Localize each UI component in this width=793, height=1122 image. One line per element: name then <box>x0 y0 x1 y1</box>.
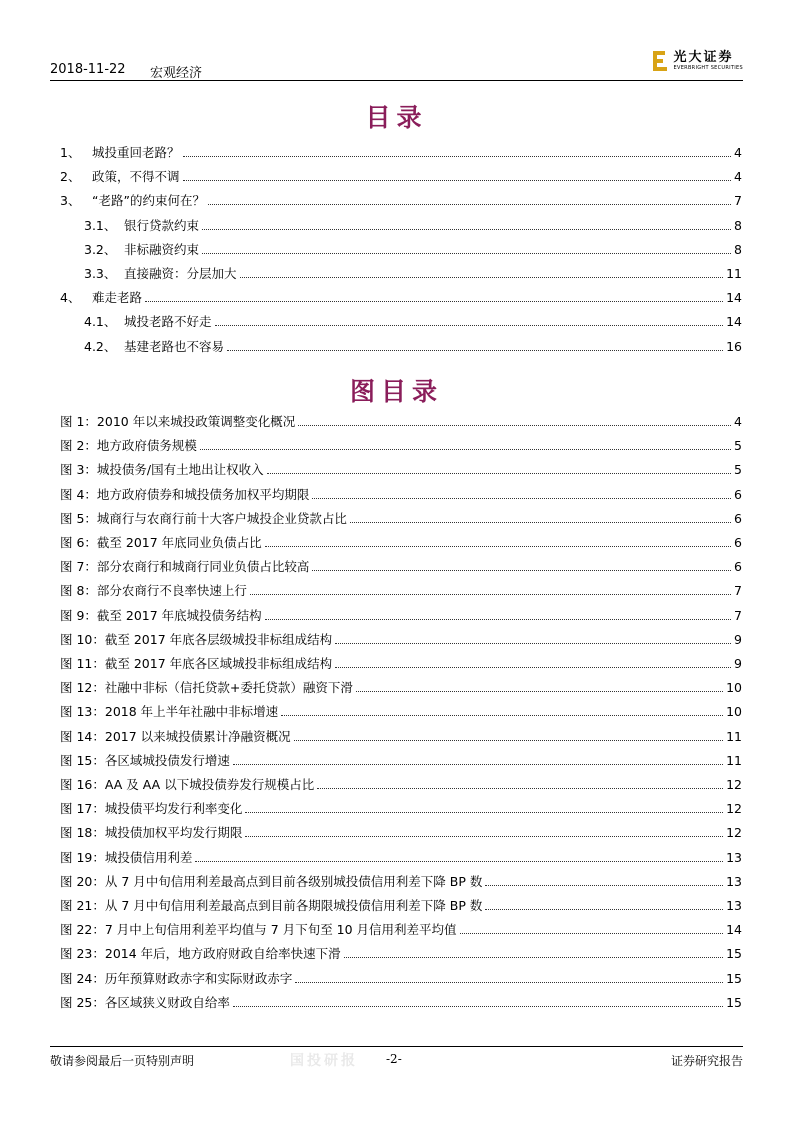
toc-entry-label: 非标融资约束 <box>124 241 200 257</box>
figure-entry-page: 15 <box>726 946 742 962</box>
figure-entry[interactable] <box>60 628 742 648</box>
figure-entry-label: 图 16：AA 及 AA 以下城投债券发行规模占比 <box>60 777 315 792</box>
figure-entry[interactable] <box>60 700 742 720</box>
figure-entry-page: 15 <box>726 994 742 1010</box>
footer-rule <box>50 1046 743 1047</box>
figure-entry[interactable] <box>60 652 742 672</box>
figure-leader-dots <box>245 835 723 837</box>
figure-entry-page: 7 <box>734 607 742 623</box>
figure-entry-page: 6 <box>734 559 742 575</box>
toc-entry-number: 4.1、 <box>84 314 117 330</box>
figure-leader-dots <box>344 956 723 958</box>
logo-text-en: EVERBRIGHT SECURITIES <box>673 64 743 71</box>
figure-entry[interactable] <box>60 797 742 817</box>
figure-entry[interactable] <box>60 410 742 430</box>
toc-entry[interactable] <box>60 165 742 185</box>
header-category: 宏观经济 <box>150 66 203 81</box>
figure-entry[interactable] <box>60 555 742 575</box>
footer-disclaimer: 敬请参阅最后一页特别声明 <box>50 1054 195 1068</box>
figure-leader-dots <box>233 1005 723 1007</box>
toc-entry-label: 银行贷款约束 <box>124 217 200 233</box>
figure-entry[interactable] <box>60 483 742 503</box>
figure-entry[interactable] <box>60 967 742 987</box>
figure-leader-dots <box>295 981 723 983</box>
toc-entry-label: 城投老路不好走 <box>124 314 212 330</box>
figure-leader-dots <box>265 618 731 620</box>
figure-entry-page: 6 <box>734 510 742 526</box>
header-rule <box>50 80 743 81</box>
figure-entry[interactable] <box>60 894 742 914</box>
toc-entry[interactable] <box>60 141 742 161</box>
figure-leader-dots <box>335 642 731 644</box>
figure-entry-page: 15 <box>726 970 742 986</box>
toc-entry-page: 4 <box>734 169 742 185</box>
toc-entry[interactable] <box>60 286 742 306</box>
figure-entry-page: 12 <box>726 777 742 792</box>
figure-leader-dots <box>294 739 723 741</box>
figure-leader-dots <box>267 472 731 474</box>
figure-entry-label: 图 9：截至 2017 年底城投债务结构 <box>60 607 262 623</box>
toc-entry-page: 8 <box>734 241 742 257</box>
figure-entry-label: 图 2：地方政府债务规模 <box>60 438 197 454</box>
figure-entry-page: 9 <box>734 631 742 647</box>
toc-leader-dots <box>202 228 731 230</box>
toc-entry[interactable] <box>84 238 742 258</box>
toc-entry[interactable] <box>84 310 742 330</box>
toc-leader-dots <box>183 179 732 181</box>
figure-entry[interactable] <box>60 434 742 454</box>
figure-entry-page: 13 <box>726 898 742 913</box>
figure-entry-page: 5 <box>734 462 742 478</box>
toc-entry-number: 3.1、 <box>84 217 117 233</box>
figure-entry[interactable] <box>60 725 742 745</box>
page-footer <box>50 1048 743 1070</box>
figure-entry-page: 9 <box>734 656 742 671</box>
toc-entry-page: 11 <box>726 266 742 281</box>
figure-entry-page: 12 <box>726 825 742 841</box>
figure-entry[interactable] <box>60 458 742 478</box>
toc-entry-number: 3.2、 <box>84 241 117 257</box>
figure-entry-label: 图 10：截至 2017 年底各层级城投非标组成结构 <box>60 631 333 647</box>
figure-entry-label: 图 13：2018 年上半年社融中非标增速 <box>60 704 279 720</box>
toc-entry-number: 4.2、 <box>84 338 117 354</box>
toc-entry[interactable] <box>60 189 742 209</box>
figure-entry[interactable] <box>60 918 742 938</box>
figure-entry-label: 图 25：各区域狭义财政自给率 <box>60 994 230 1010</box>
toc-entry-page: 14 <box>726 314 742 330</box>
toc-entry[interactable] <box>84 262 742 282</box>
toc-entry-number: 3.3、 <box>84 266 117 281</box>
figure-entry-label: 图 4：地方政府债券和城投债务加权平均期限 <box>60 486 310 502</box>
figure-entry-label: 图 7：部分农商行和城商行同业负债占比较高 <box>60 559 310 575</box>
figure-entry-label: 图 22：7 月中上旬信用利差平均值与 7 月下旬至 10 月信用利差平均值 <box>60 922 457 938</box>
toc-leader-dots <box>240 276 724 278</box>
figure-leader-dots <box>312 497 731 499</box>
figure-entry[interactable] <box>60 991 742 1011</box>
figure-list-title: 图目录 <box>349 377 443 406</box>
figure-entry-label: 图 6：截至 2017 年底同业负债占比 <box>60 535 262 550</box>
figure-leader-dots <box>233 763 723 765</box>
figure-entry-page: 5 <box>734 438 742 454</box>
figure-leader-dots <box>485 884 723 886</box>
logo-text-cn: 光大证券 <box>673 49 734 65</box>
figure-entry[interactable] <box>60 579 742 599</box>
figure-entry[interactable] <box>60 604 742 624</box>
figure-entry-page: 4 <box>734 414 742 429</box>
figure-leader-dots <box>317 787 723 789</box>
figure-entry-page: 6 <box>734 486 742 502</box>
figure-entry-page: 11 <box>726 728 742 744</box>
logo-mark-icon <box>652 50 670 72</box>
figure-entry-label: 图 21：从 7 月中旬信用利差最高点到目前各期限城投债信用利差下降 BP 数 <box>60 898 483 913</box>
figure-entry-page: 14 <box>726 922 742 938</box>
toc-entry-number: 3、 <box>60 193 81 209</box>
toc-entry-page: 7 <box>734 193 742 209</box>
toc-title: 目录 <box>365 103 428 132</box>
toc-entry-page: 8 <box>734 217 742 233</box>
page-header <box>50 49 743 82</box>
figure-entry-page: 10 <box>726 704 742 720</box>
figure-leader-dots <box>245 811 723 813</box>
figure-entry-page: 10 <box>726 680 742 696</box>
figure-leader-dots <box>312 569 731 571</box>
toc-leader-dots <box>183 155 732 157</box>
figure-leader-dots <box>298 424 731 426</box>
figure-entry[interactable] <box>60 676 742 696</box>
figure-entry[interactable] <box>60 507 742 527</box>
figure-entry-label: 图 8：部分农商行不良率快速上行 <box>60 583 247 599</box>
figure-entry-page: 12 <box>726 801 742 817</box>
toc-leader-dots <box>202 252 731 254</box>
figure-entry-label: 图 15：各区域城投债发行增速 <box>60 752 230 768</box>
figure-leader-dots <box>250 593 731 595</box>
figure-entry[interactable] <box>60 749 742 769</box>
toc-entry-label: 难走老路 <box>92 290 143 306</box>
figure-entry[interactable] <box>60 870 742 890</box>
figure-entry-label: 图 1：2010 年以来城投政策调整变化概况 <box>60 414 296 429</box>
figure-leader-dots <box>200 448 731 450</box>
toc-entry-label: 基建老路也不容易 <box>124 338 225 354</box>
toc-entry-number: 1、 <box>60 145 81 160</box>
figure-entry-label: 图 11：截至 2017 年底各区域城投非标组成结构 <box>60 656 333 671</box>
toc-entry-label: 直接融资：分层加大 <box>124 266 237 281</box>
toc-entry-label: 城投重回老路？ <box>92 145 180 160</box>
figure-entry-label: 图 5：城商行与农商行前十大客户城投企业贷款占比 <box>60 510 347 526</box>
header-date: 2018-11-22 <box>50 62 126 77</box>
figure-leader-dots <box>195 860 723 862</box>
toc-entry-page: 16 <box>726 338 742 354</box>
figure-leader-dots <box>460 932 724 934</box>
toc-entry[interactable] <box>84 214 742 234</box>
toc-entry-number: 4、 <box>60 290 81 306</box>
figure-entry[interactable] <box>60 846 742 866</box>
figure-entry-label: 图 3：城投债务/国有土地出让权收入 <box>60 462 264 478</box>
figure-entry-label: 图 18：城投债加权平均发行期限 <box>60 825 243 841</box>
toc-entry-label: “老路”的约束何在？ <box>92 193 205 209</box>
figure-entry-label: 图 17：城投债平均发行利率变化 <box>60 801 243 817</box>
toc-leader-dots <box>227 349 723 351</box>
figure-entry[interactable] <box>60 531 742 551</box>
figure-entry-page: 7 <box>734 583 742 599</box>
figure-entry-label: 图 14：2017 以来城投债累计净融资概况 <box>60 728 291 744</box>
figure-entry-label: 图 19：城投债信用利差 <box>60 849 193 865</box>
toc-entry-label: 政策，不得不调 <box>92 169 180 185</box>
figure-entry-page: 13 <box>726 873 742 889</box>
figure-leader-dots <box>281 714 723 716</box>
figure-leader-dots <box>356 690 723 692</box>
toc-entry-page: 4 <box>734 145 742 160</box>
figure-entry[interactable] <box>60 942 742 962</box>
toc-leader-dots <box>145 300 723 302</box>
figure-entry-page: 6 <box>734 535 742 550</box>
toc-entry-number: 2、 <box>60 169 81 185</box>
footer-report-type: 证券研究报告 <box>670 1054 743 1068</box>
toc-leader-dots <box>215 324 724 326</box>
figure-entry[interactable] <box>60 773 742 793</box>
figure-entry-label: 图 23：2014 年后，地方政府财政自给率快速下滑 <box>60 946 341 962</box>
figure-leader-dots <box>335 666 731 668</box>
footer-page-number: -2- <box>386 1052 402 1066</box>
company-logo <box>652 50 743 72</box>
figure-entry-page: 13 <box>726 849 742 865</box>
figure-leader-dots <box>350 521 731 523</box>
toc-entry[interactable] <box>84 335 742 355</box>
footer-watermark: 国投研报 <box>290 1053 358 1069</box>
figure-leader-dots <box>485 908 723 910</box>
figure-entry-label: 图 20：从 7 月中旬信用利差最高点到目前各级别城投债信用利差下降 BP 数 <box>60 873 483 889</box>
figure-leader-dots <box>265 545 731 547</box>
figure-entry-page: 11 <box>726 752 742 768</box>
figure-entry[interactable] <box>60 821 742 841</box>
figure-entry-label: 图 24：历年预算财政赤字和实际财政赤字 <box>60 970 293 986</box>
figure-entry-label: 图 12：社融中非标（信托贷款+委托贷款）融资下滑 <box>60 680 353 696</box>
toc-entry-page: 14 <box>726 290 742 306</box>
toc-leader-dots <box>208 203 731 205</box>
